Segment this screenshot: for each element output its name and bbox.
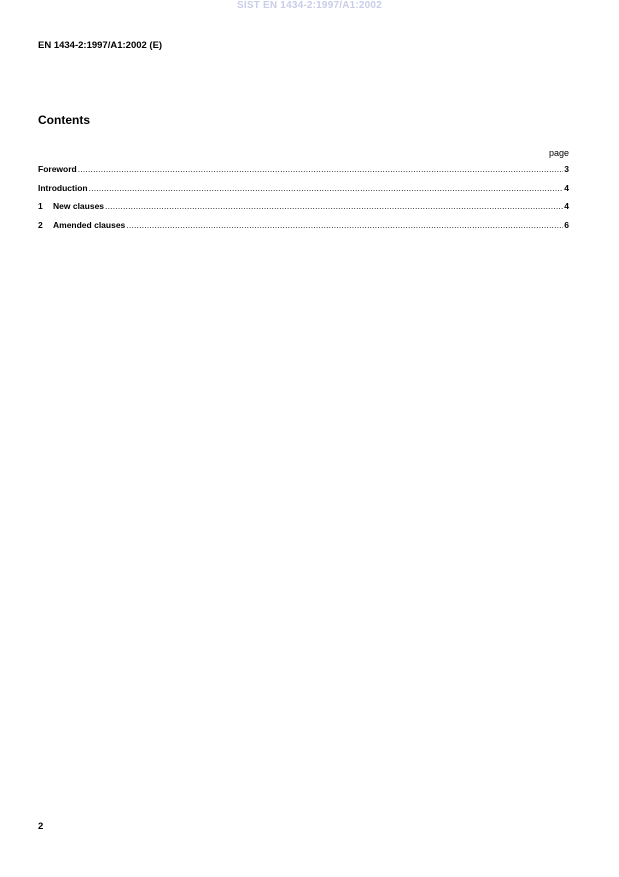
toc-entry-title: Introduction [38,182,88,193]
toc-entry-title: Amended clauses [53,219,126,230]
toc-entry-title: Foreword [38,164,77,174]
toc-dot-leader [78,164,564,174]
toc-entry-page: 6 [564,219,569,230]
page-column-label: page [548,148,569,158]
toc-entry-title: New clauses [53,201,105,211]
toc-dot-leader [89,183,564,193]
toc-entry-page: 4 [564,182,569,193]
toc-entry-number: 1 [38,201,43,211]
toc-entry-page: 3 [564,164,569,174]
toc-entry-introduction[interactable] [38,183,569,202]
toc-entry-number: 2 [38,219,43,230]
document-reference: EN 1434-2:1997/A1:2002 (E) [38,40,163,51]
toc-entry-page: 4 [564,201,569,211]
watermark-text: SIST EN 1434-2:1997/A1:2002 [237,0,382,11]
toc-entry-foreword[interactable] [38,164,569,183]
toc-dot-leader [126,220,563,230]
toc-entry-amended-clauses[interactable] [38,220,569,239]
page-number: 2 [38,821,44,832]
contents-heading: Contents [38,113,90,127]
toc-entry-new-clauses[interactable] [38,201,569,220]
toc-dot-leader [105,201,563,211]
table-of-contents [38,164,569,238]
